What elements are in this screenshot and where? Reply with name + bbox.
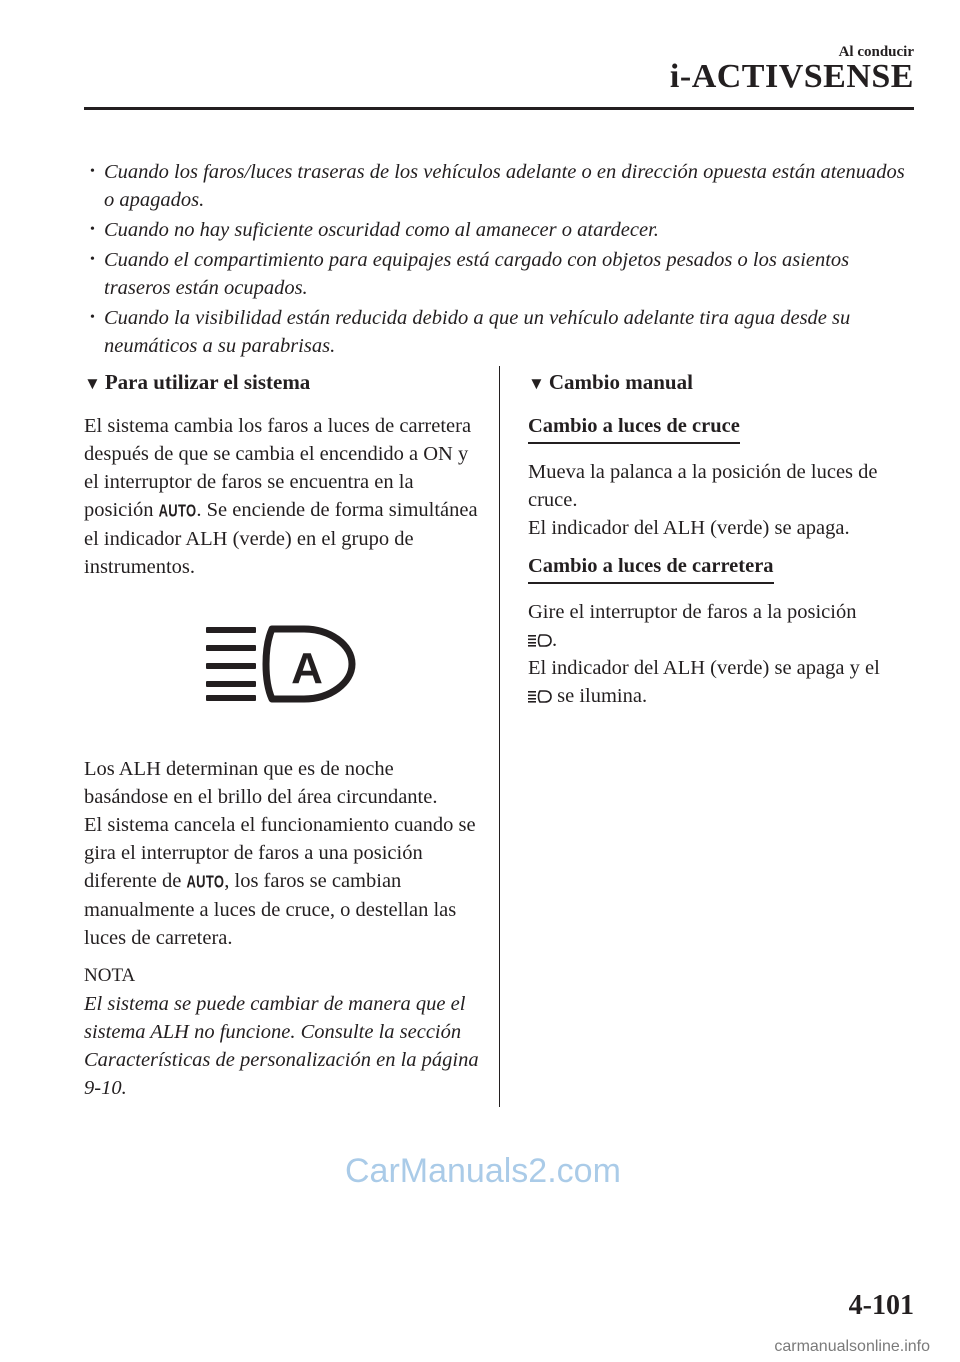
section-heading-text: Para utilizar el sistema — [104, 370, 311, 394]
paragraph — [84, 811, 479, 952]
section-heading-text: Cambio manual — [548, 370, 693, 394]
high-beam-icon — [528, 634, 552, 647]
bullet-dot: • — [90, 164, 95, 179]
header-divider — [84, 107, 914, 110]
bullet-dot: • — [90, 310, 95, 325]
note-label: NOTA — [84, 965, 136, 986]
triangle-down-icon: ▼ — [528, 374, 545, 393]
bullet-dot: • — [90, 252, 95, 267]
triangle-down-icon: ▼ — [84, 374, 101, 393]
conditions-bullet-list — [88, 158, 918, 362]
right-column — [528, 368, 923, 720]
paragraph — [528, 458, 923, 514]
list-item — [88, 304, 918, 360]
auto-indicator: AUTO — [158, 500, 197, 521]
paragraph-text: , los faros se cambian manualmente a luces de cruce, o destellan las luces de carretera. — [84, 870, 457, 949]
paragraph-text: Mueva la palanca a la posición de luces de cruce. — [528, 461, 878, 511]
auto-high-beam-icon — [206, 625, 356, 703]
paragraph — [84, 412, 479, 581]
paragraph: Los ALH determinan que es de noche basándose en el brillo del área circundante. — [84, 758, 438, 808]
left-column — [84, 368, 479, 1102]
paragraph-text: . — [552, 629, 558, 651]
auto-indicator: AUTO — [186, 871, 225, 892]
header-title: i-ACTIVSENSE — [669, 58, 914, 95]
paragraph-text: El sistema cancela el funcionamiento cuando se gira el interruptor de faros a una posición diferente de — [84, 814, 476, 892]
subheading-low-beam: Cambio a luces de cruce — [528, 412, 740, 444]
watermark: CarManuals2.com — [345, 1152, 621, 1190]
column-divider — [499, 366, 500, 1107]
paragraph — [528, 654, 923, 710]
bullet-text: Cuando los faros/luces traseras de los vehículos adelante o en dirección opuesta están atenuados o apagados. — [104, 161, 905, 211]
paragraph-text: El indicador del ALH (verde) se apaga y el — [528, 657, 880, 679]
list-item — [88, 216, 918, 244]
paragraph-text: Gire el interruptor de faros a la posición — [528, 601, 857, 623]
paragraph — [528, 598, 923, 654]
section-heading-manual — [528, 368, 923, 398]
bullet-text: Cuando la visibilidad están reducida debido a que un vehículo adelante tira agua desde su neumáticos a su parabrisas. — [104, 307, 851, 357]
high-beam-icon — [528, 690, 552, 703]
header-section-label: Al conducir — [838, 44, 914, 60]
bullet-text: Cuando no hay suficiente oscuridad como al amanecer o atardecer. — [104, 219, 659, 241]
page-number: 4-101 — [848, 1290, 914, 1321]
list-item — [88, 158, 918, 214]
section-heading-use-system — [84, 368, 479, 398]
subheading-high-beam: Cambio a luces de carretera — [528, 552, 774, 584]
paragraph-text: . Se enciende de forma simultánea el indicador ALH (verde) en el grupo de instrumentos. — [84, 499, 478, 578]
paragraph: El indicador del ALH (verde) se apaga. — [528, 517, 850, 539]
bullet-text: Cuando el compartimiento para equipajes está cargado con objetos pesados o los asientos traseros están ocupados. — [104, 249, 850, 299]
paragraph-text: El sistema cambia los faros a luces de carretera después de que se cambia el encendido a ON y el interruptor de faros se encuentra en la posición — [84, 415, 472, 521]
footer-url: carmanualsonline.info — [774, 1338, 930, 1355]
bullet-dot: • — [90, 222, 95, 237]
svg-text:A: A — [291, 644, 323, 693]
list-item — [88, 246, 918, 302]
note-text: El sistema se puede cambiar de manera que el sistema ALH no funcione. Consulte la sección Características de personalización en la página 9-10. — [84, 993, 479, 1099]
paragraph-text: se ilumina. — [557, 685, 648, 707]
